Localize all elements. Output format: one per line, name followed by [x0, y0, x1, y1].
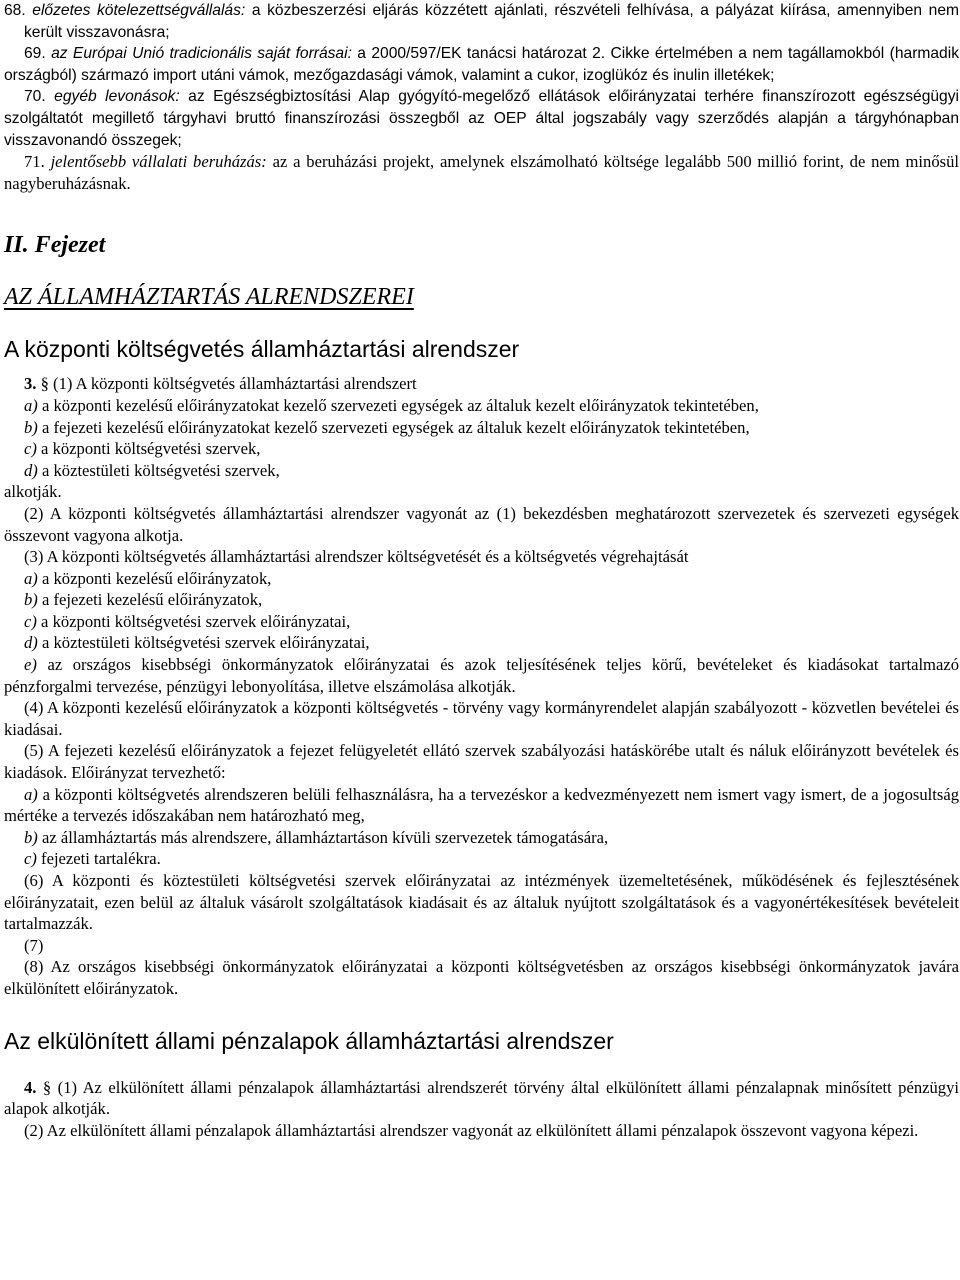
subsection-heading-2: Az elkülönített állami pénzalapok államháztartási alrendszer: [4, 1027, 614, 1054]
section-3-para-7: (7): [24, 935, 44, 955]
list-letter: d): [24, 633, 38, 653]
section-sign: §: [42, 1077, 52, 1097]
closing-text: alkotják.: [4, 482, 62, 502]
section-number: 4.: [24, 1077, 37, 1097]
section-3-para-2: (2) A központi költségvetés államháztartási alrendszer vagyonát az (1) bekezdésben meghatározott szervezetek és szervezeti egységek összevont vagyona alkotja.: [4, 503, 959, 545]
list-letter: b): [24, 417, 38, 437]
section-4-para-2: (2) Az elkülönített állami pénzalapok államháztartási alrendszer vagyonát az elkülönített állami pénzalapok összevont vagyona képezi.: [24, 1120, 919, 1140]
definition-68: [4, 0, 959, 43]
list-letter: b): [24, 590, 38, 610]
list-letter: c): [24, 439, 37, 459]
list-letter: c): [24, 611, 37, 631]
document-page: [4, 0, 959, 1141]
paragraph-text: (1) Az elkülönített állami pénzalapok államháztartási alrendszerét törvény által elkülönített állami pénzalapnak minősített pénzügyi alapok alkotják.: [4, 1077, 959, 1119]
section-4-para-1: [4, 1077, 959, 1120]
definition-71: [4, 151, 959, 194]
list-text: a köztestületi költségvetési szervek előirányzatai,: [37, 633, 370, 653]
definition-text: a 2000/597/EK tanácsi határozat 2. Cikke értelmében a nem tagállamokból (harmadik országból) származó import utáni vámok, mezőgazdasági vámok, valamint a cukor, izoglükóz és inulin illetékek;: [4, 45, 959, 84]
definition-70: [4, 86, 959, 151]
list-text: a fejezeti kezelésű előirányzatokat kezelő szervezeti egységek az általuk kezelt előirányzatok tekintetében,: [37, 417, 750, 437]
list-item: [4, 438, 959, 460]
subsection-heading: A központi költségvetés államháztartási alrendszer: [4, 336, 520, 363]
list-letter: a): [24, 395, 38, 415]
list-letter: d): [24, 460, 38, 480]
section-3-para-4: (4) A központi kezelésű előirányzatok a központi költségvetés - törvény vagy kormányrendelet alapján szabályozott - közvetlen bevételei és kiadásai.: [4, 698, 959, 739]
list-letter: c): [24, 849, 37, 869]
item-number: 69.: [24, 45, 46, 63]
paragraph-text: (1) A központi költségvetés államháztartási alrendszert: [48, 374, 417, 394]
list-letter: e): [24, 655, 37, 675]
definition-text: a közbeszerzési eljárás közzétett ajánlati, részvételi felhívása, a pályázat kiírása, amennyiben nem került visszavonásra;: [24, 2, 959, 41]
definition-69: [4, 43, 959, 86]
section-3-para-6: (6) A központi és köztestületi költségvetési szervek előirányzatai az intézmények üzemeltetésének, működésének és fejlesztésének előirányzatait, ezen belül az általuk vásárolt szolgáltatások kiadásait és az általuk nyújtott szolgáltatások és a vagyonértékesítések bevételeit tartalmazzák.: [4, 871, 959, 934]
chapter-label: II. Fejezet: [4, 232, 106, 259]
list-item: [4, 848, 959, 870]
list-text: a központi kezelésű előirányzatok,: [37, 568, 272, 588]
list-item: [4, 395, 959, 417]
item-number: 71.: [24, 152, 45, 172]
list-item: [4, 784, 959, 827]
section-3-para-8: (8) Az országos kisebbségi önkormányzatok előirányzatai a központi költségvetésben az országos kisebbségi önkormányzatok javára elkülönített előirányzatok.: [4, 957, 959, 998]
list-item: [4, 417, 959, 439]
list-item: [4, 589, 959, 611]
list-item: [4, 460, 959, 482]
list-text: a fejezeti kezelésű előirányzatok,: [37, 590, 263, 610]
list-item: [4, 827, 959, 849]
list-text: az országos kisebbségi önkormányzatok előirányzatai és azok teljesítésének teljes körű, bevételeket és kiadásokat tartalmazó pénzforgalmi tervezése, pénzügyi lebonyolítása, illetve elszámolása alkotják.: [4, 655, 959, 696]
list-text: az államháztartás más alrendszere, államháztartáson kívüli szervezetek támogatására,: [37, 827, 609, 847]
list-text: a központi költségvetés alrendszeren belüli felhasználásra, ha a tervezéskor a kedvezményezett nem ismert vagy ismert, de a jogosultság mértéke a tervezés időszakában nem határozható meg,: [4, 784, 959, 826]
list-item: [4, 568, 959, 590]
section-number: 3.: [24, 374, 37, 394]
list-item: [4, 632, 959, 654]
section-3-para-3: (3) A központi költségvetés államháztartási alrendszer költségvetését és a költségvetés végrehajtását: [24, 547, 689, 567]
list-letter: b): [24, 827, 38, 847]
section-sign: §: [40, 374, 49, 394]
item-number: 70.: [24, 88, 46, 106]
chapter-title: AZ ÁLLAMHÁZTARTÁS ALRENDSZEREI: [4, 284, 414, 311]
definition-text: az Egészségbiztosítási Alap gyógyító-megelőző ellátások előirányzatai terhére finanszírozott egészségügyi szolgáltatót megillető tárgyhavi bruttó finanszírozási összegből az OEP által jogszabály vagy szerződés alapján a tárgyhónapban visszavonandó összegek;: [4, 88, 959, 149]
definition-text: az a beruházási projekt, amelynek elszámolható költsége legalább 500 millió forint, de nem minősül nagyberuházásnak.: [4, 152, 959, 193]
list-text: a köztestületi költségvetési szervek,: [37, 460, 280, 480]
list-text: fejezeti tartalékra.: [36, 849, 161, 869]
list-text: a központi kezelésű előirányzatokat kezelő szervezeti egységek az általuk kezelt előirányzatok tekintetében,: [37, 395, 759, 415]
defined-term: az Európai Unió tradicionális saját forrásai:: [51, 45, 352, 63]
defined-term: jelentősebb vállalati beruházás:: [50, 152, 267, 172]
item-number: 68.: [4, 2, 26, 19]
list-item: [4, 611, 959, 633]
defined-term: előzetes kötelezettségvállalás:: [32, 2, 246, 19]
list-letter: a): [24, 784, 38, 804]
list-text: a központi költségvetési szervek előirányzatai,: [36, 611, 351, 631]
section-3-para-5: (5) A fejezeti kezelésű előirányzatok a fejezet felügyeletét ellátó szervek szabályozási hatáskörébe utalt és náluk előirányzott bevételek és kiadások. Előirányzat tervezhető:: [4, 741, 959, 783]
list-text: a központi költségvetési szervek,: [36, 439, 261, 459]
defined-term: egyéb levonások:: [54, 88, 180, 106]
list-item: [4, 654, 959, 697]
list-letter: a): [24, 568, 38, 588]
section-3-para-1: [4, 373, 959, 395]
